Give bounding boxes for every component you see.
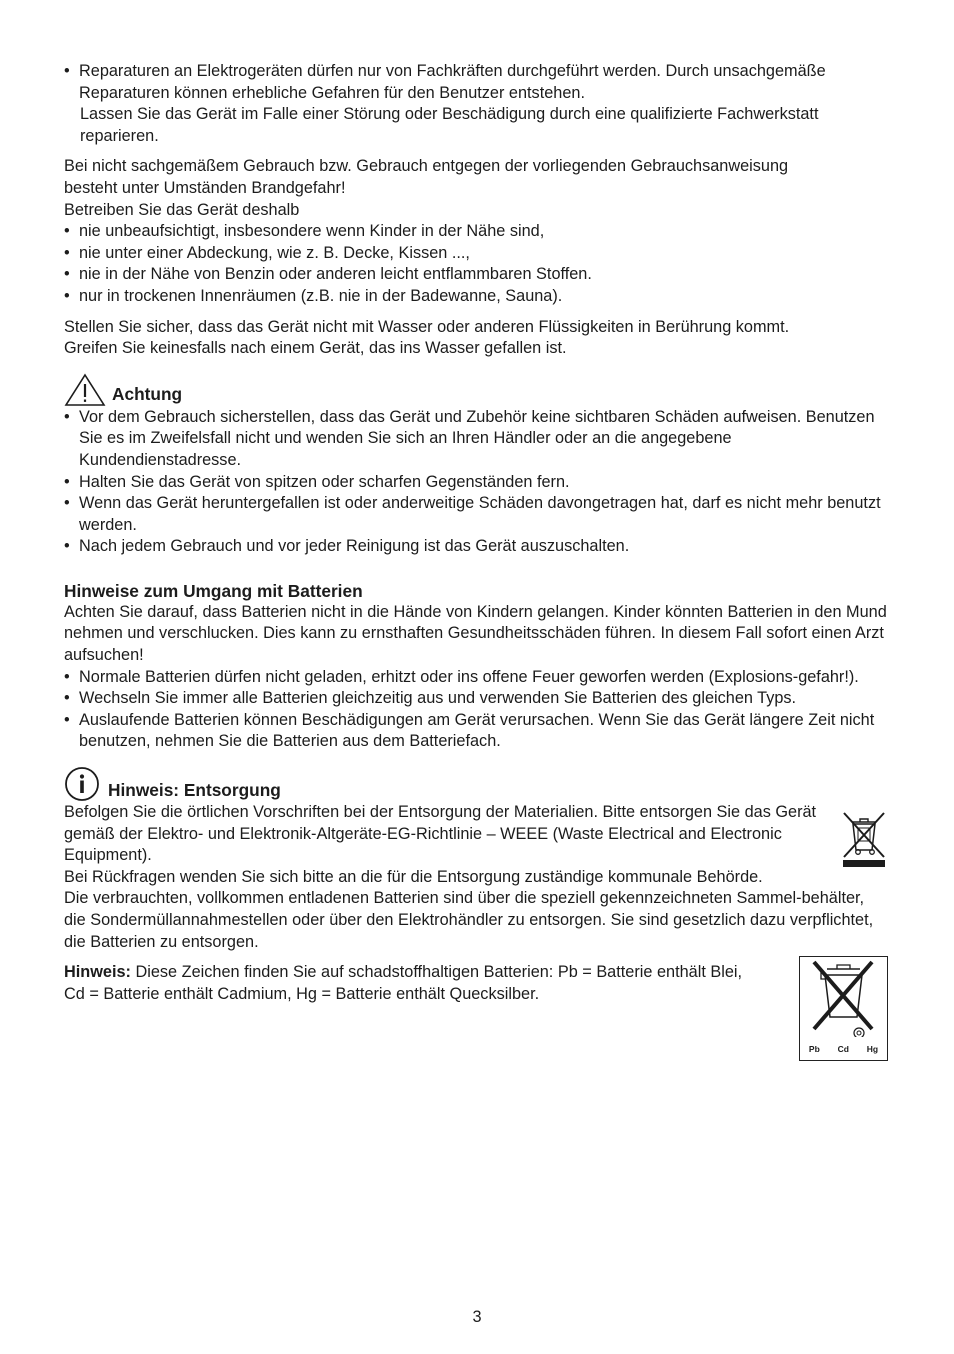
disposal-para-2: Bei Rückfragen wenden Sie sich bitte an die für die Entsorgung zuständige kommunale Behörde. <box>64 867 763 886</box>
label-hg: Hg <box>866 1044 879 1055</box>
battery-labels <box>800 1044 887 1054</box>
repair-text: Reparaturen an Elektrogeräten dürfen nur von Fachkräften durchgeführt werden. Durch unsachgemäße Reparaturen können erhebliche Gefahren für den Benutzer entstehen. <box>79 62 826 102</box>
list-item: • nie unbeaufsichtigt, insbesondere wenn Kinder in der Nähe sind, <box>64 221 888 243</box>
list-item: • nie in der Nähe von Benzin oder anderen leicht entflammbaren Stoffen. <box>64 264 888 286</box>
fire-line-3: Betreiben Sie das Gerät deshalb <box>64 200 300 219</box>
list-item: • Vor dem Gebrauch sicherstellen, dass das Gerät und Zubehör keine sichtbaren Schäden aufweisen. Benutzen Sie es im Zweifelsfall nicht und wenden Sie sich an Ihren Händler oder an die angegebene Kundendienstadresse. <box>64 407 888 472</box>
list-item: • Auslaufende Batterien können Beschädigungen am Gerät verursachen. Wenn Sie das Gerät längere Zeit nicht benutzen, nehmen Sie die Batterien aus dem Batteriefach. <box>64 710 888 753</box>
achtung-title: Achtung <box>112 384 183 405</box>
water-line-1: Stellen Sie sicher, dass das Gerät nicht mit Wasser oder anderen Flüssigkeiten in Berührung kommt. <box>64 317 790 336</box>
list-item <box>64 61 888 147</box>
batteries-para: Achten Sie darauf, dass Batterien nicht in die Hände von Kindern gelangen. Kinder könnten Batterien in den Mund nehmen und verschlucken. Dies kann zu ernsthaften Gesundheitsschäden führen. In diesem Fall sofort einen Arzt aufsuchen! <box>64 602 887 665</box>
fire-bullets <box>64 221 888 307</box>
crossed-bin-icon <box>840 808 888 868</box>
battery-note-block <box>64 962 888 1055</box>
list-item: • Normale Batterien dürfen nicht geladen, erhitzt oder ins offene Feuer geworfen werden (Explosions-gefahr!). <box>64 667 888 689</box>
label-pb: Pb <box>808 1044 820 1055</box>
achtung-heading <box>64 373 888 407</box>
manual-page <box>64 61 888 1055</box>
label-cd: Cd <box>837 1044 849 1055</box>
repair-bullets <box>64 61 888 147</box>
info-icon <box>64 766 102 802</box>
fire-section <box>64 156 888 307</box>
warning-icon <box>64 373 106 407</box>
note-label: Hinweis: <box>64 963 131 982</box>
crossed-bin-icon <box>800 957 887 1037</box>
water-line-2: Greifen Sie keinesfalls nach einem Gerät, das ins Wasser gefallen ist. <box>64 339 567 358</box>
disposal-text-block <box>64 802 888 953</box>
list-item: • nur in trockenen Innenräumen (z.B. nie in der Badewanne, Sauna). <box>64 286 888 308</box>
batteries-section <box>64 580 888 753</box>
note-text: Diese Zeichen finden Sie auf schadstoffhaltigen Batterien: Pb = Batterie enthält Blei, Cd = Batterie enthält Cadmium, Hg = Batterie enthält Quecksilber. <box>64 963 743 1003</box>
battery-bin-symbol <box>799 956 888 1061</box>
disposal-para-1: Befolgen Sie die örtlichen Vorschriften bei der Entsorgung der Materialien. Bitte entsorgen Sie das Gerät gemäß der Elektro- und Elektronik-Altgeräte-EG-Richtlinie – WEEE (Waste Electrical and Electronic Equipment). <box>64 803 817 865</box>
disposal-heading <box>64 766 888 802</box>
disposal-title: Hinweis: Entsorgung <box>108 780 281 801</box>
achtung-bullets <box>64 407 888 558</box>
disposal-para-3: Die verbrauchten, vollkommen entladenen Batterien sind über die speziell gekennzeichneten Sammel-behälter, die Sondermüllannahmestellen oder über den Elektrohändler zu entsorgen. Sie sind gesetzlich dazu verpflichtet, die Batterien zu entsorgen. <box>64 889 874 951</box>
batteries-title: Hinweise zum Umgang mit Batterien <box>64 580 363 601</box>
list-item: • Nach jedem Gebrauch und vor jeder Reinigung ist das Gerät auszuschalten. <box>64 536 888 558</box>
list-item: • nie unter einer Abdeckung, wie z. B. Decke, Kissen ..., <box>64 243 888 265</box>
battery-note <box>64 962 764 1005</box>
water-section <box>64 317 888 360</box>
list-item: • Halten Sie das Gerät von spitzen oder scharfen Gegenständen fern. <box>64 472 888 494</box>
list-item: • Wenn das Gerät heruntergefallen ist oder anderweitige Schäden davongetragen hat, darf es nicht mehr benutzt werden. <box>64 493 888 536</box>
list-item: • Wechseln Sie immer alle Batterien gleichzeitig aus und verwenden Sie Batterien des gleichen Typs. <box>64 688 888 710</box>
batteries-bullets <box>64 667 888 753</box>
fire-line-2: besteht unter Umständen Brandgefahr! <box>64 178 346 197</box>
page-number: 3 <box>472 1308 482 1326</box>
fire-line-1: Bei nicht sachgemäßem Gebrauch bzw. Gebrauch entgegen der vorliegenden Gebrauchsanweisung <box>64 157 789 176</box>
repair-extra: Lassen Sie das Gerät im Falle einer Störung oder Beschädigung durch eine qualifizierte Fachwerkstatt reparieren. <box>80 105 819 145</box>
